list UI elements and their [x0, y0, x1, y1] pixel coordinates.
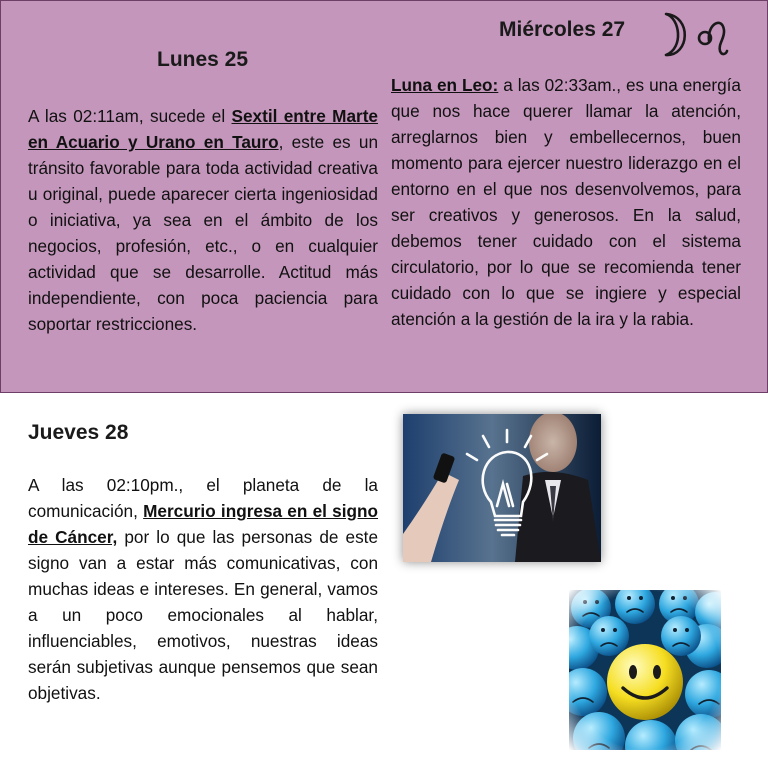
lightbulb-image — [403, 414, 601, 562]
monday-paragraph — [28, 103, 378, 337]
monday-text-before: A las 02:11am, sucede el — [28, 106, 232, 126]
thursday-text-before: A las 02:10pm., el planeta de la comunicación, — [28, 475, 378, 521]
wednesday-paragraph — [391, 72, 741, 332]
thursday-paragraph — [28, 472, 378, 706]
moon-leo-icon — [652, 8, 732, 60]
monday-highlight: Sextil entre Marte en Acuario y Urano en Tauro — [28, 106, 378, 152]
thursday-highlight: Mercurio ingresa en el signo de Cáncer, — [28, 501, 379, 547]
thursday-text-after: por lo que las personas de este signo van a estar más comunicativas, con muchas ideas e intereses. En general, vamos a un poco emocionales al hablar, influenciables, emotivos, nuestras ideas serán subjetivas aunque pensemos que sean objetivas. — [28, 527, 378, 703]
wednesday-text-after: a las 02:33am., es una energía que nos hace querer llamar la atención, arreglarnos bien y embellecernos, buen momento para ejercer nuestro liderazgo en el entorno en el que nos desenvolvemos, para ser creativos y generosos. En la salud, debemos tener cuidado con el sistema circulatorio, por lo que se recomienda tener cuidado con lo que se ingiere y especial atención a la gestión de la ira y la rabia. — [391, 75, 741, 329]
wednesday-title: Miércoles 27 — [499, 18, 626, 41]
monday-title: Lunes 25 — [157, 48, 249, 71]
wednesday-highlight: Luna en Leo: — [391, 75, 499, 95]
thursday-title: Jueves 28 — [28, 421, 129, 444]
monday-text-after: , este es un tránsito favorable para toda actividad creativa u original, puede aparecer cierta ingeniosidad o iniciativa, ya sea en el ámbito de los negocios, profesión, etc., o en cualquier actividad que se desarrolle. Actitud más independiente, con poca paciencia para soportar restricciones. — [28, 132, 379, 334]
smiley-faces-image — [569, 590, 721, 750]
